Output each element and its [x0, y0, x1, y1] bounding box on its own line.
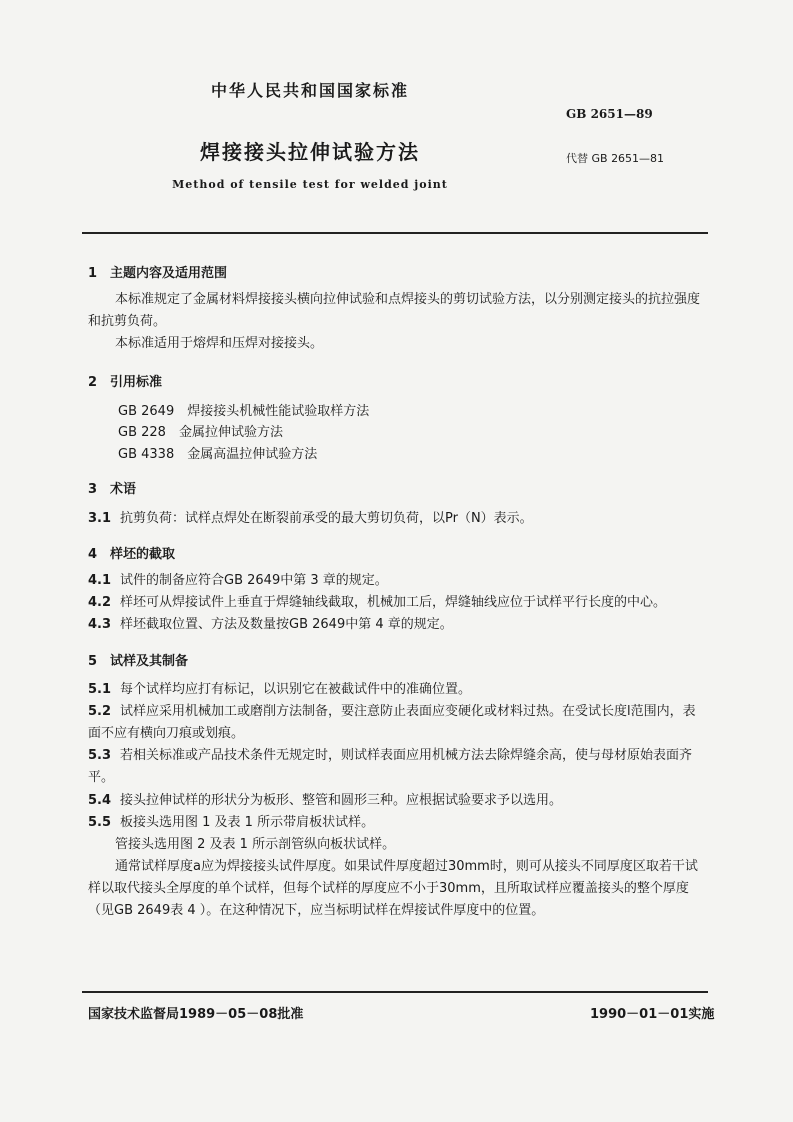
- clause-number: 5.4: [88, 793, 112, 808]
- national-standard-heading: 中华人民共和国国家标准: [210, 81, 409, 100]
- clause-number: 4.1: [88, 573, 112, 588]
- pipe-joint-paragraph: 管接头选用图 2 及表 1 所示剖管纵向板状试样。: [115, 837, 396, 852]
- clause-text: 样坯可从焊接试件上垂直于焊缝轴线截取，机械加工后，焊缝轴线应位于试样平行长度的中心。: [120, 595, 667, 610]
- document-title-english: Method of tensile test for welded joint: [172, 178, 448, 191]
- clause-number: 3.1: [88, 511, 112, 526]
- thickness-paragraph: 通常试样厚度a应为焊接接头试件厚度。如果试件厚度超过30mm时，则可从接头不同厚度区取若干试样以取代接头全厚度的单个试样，但每个试样的厚度应不小于30mm，且所取试样应覆盖接头的整个厚度（见GB 2649表 4 ）。在这种情况下，应当标明试样在焊接试件厚度中的位置。: [88, 859, 698, 918]
- reference-item: GB 2649 焊接接头机械性能试验取样方法: [118, 404, 370, 419]
- clause-text: 接头拉伸试样的形状分为板形、整管和圆形三种。应根据试验要求予以选用。: [120, 793, 563, 808]
- reference-item: GB 4338 金属高温拉伸试验方法: [118, 447, 318, 462]
- section-1-heading: 1 主题内容及适用范围: [88, 266, 228, 281]
- clause-3-1: [88, 508, 702, 530]
- clause-5-3: [88, 745, 702, 789]
- clause-4-3: [88, 614, 702, 636]
- clause-5-4: [88, 790, 702, 812]
- clause-5-5: [88, 812, 702, 834]
- clause-number: 4.3: [88, 617, 112, 632]
- clause-text: 抗剪负荷：试样点焊处在断裂前承受的最大剪切负荷，以Pr（N）表示。: [120, 511, 533, 526]
- clause-4-1: [88, 570, 702, 592]
- effective-date: 1990－01－01实施: [590, 1007, 715, 1022]
- clause-4-2: [88, 592, 702, 614]
- section-1-paragraph-1: 本标准规定了金属材料焊接接头横向拉伸试验和点焊接头的剪切试验方法，以分别测定接头的抗拉强度和抗剪负荷。: [88, 292, 701, 329]
- reference-item: GB 228 金属拉伸试验方法: [118, 425, 283, 440]
- section-5-heading: 5 试样及其制备: [88, 654, 189, 669]
- clause-text: 若相关标准或产品技术条件无规定时，则试样表面应用机械方法去除焊缝余高，使与母材原始表面齐平。: [88, 748, 693, 785]
- clause-text: 每个试样均应打有标记，以识别它在被截试件中的准确位置。: [120, 682, 472, 697]
- clause-5-2: [88, 701, 702, 745]
- section-2-heading: 2 引用标准: [88, 375, 163, 390]
- clause-text: 板接头选用图 1 及表 1 所示带肩板状试样。: [120, 815, 375, 830]
- clause-number: 5.2: [88, 704, 112, 719]
- section-4-heading: 4 样坯的截取: [88, 547, 176, 562]
- document-title-chinese: 焊接接头拉伸试验方法: [200, 140, 420, 164]
- approval-date: 国家技术监督局1989－05－08批准: [88, 1007, 304, 1022]
- footer-divider: [82, 991, 708, 993]
- replaces-standard: 代替 GB 2651—81: [566, 152, 665, 165]
- clause-number: 4.2: [88, 595, 112, 610]
- section-3-heading: 3 术语: [88, 482, 137, 497]
- clause-number: 5.1: [88, 682, 112, 697]
- clause-5-1: [88, 679, 702, 701]
- header-divider: [82, 232, 708, 234]
- clause-text: 样坯截取位置、方法及数量按GB 2649中第 4 章的规定。: [120, 617, 453, 632]
- standard-number: GB 2651—89: [566, 107, 653, 121]
- section-1-paragraph-2: 本标准适用于熔焊和压焊对接接头。: [115, 336, 324, 351]
- clause-text: 试样应采用机械加工或磨削方法制备，要注意防止表面应变硬化或材料过热。在受试长度l范围内，表面不应有横向刀痕或划痕。: [88, 704, 696, 741]
- clause-text: 试件的制备应符合GB 2649中第 3 章的规定。: [120, 573, 388, 588]
- clause-number: 5.3: [88, 748, 112, 763]
- clause-number: 5.5: [88, 815, 112, 830]
